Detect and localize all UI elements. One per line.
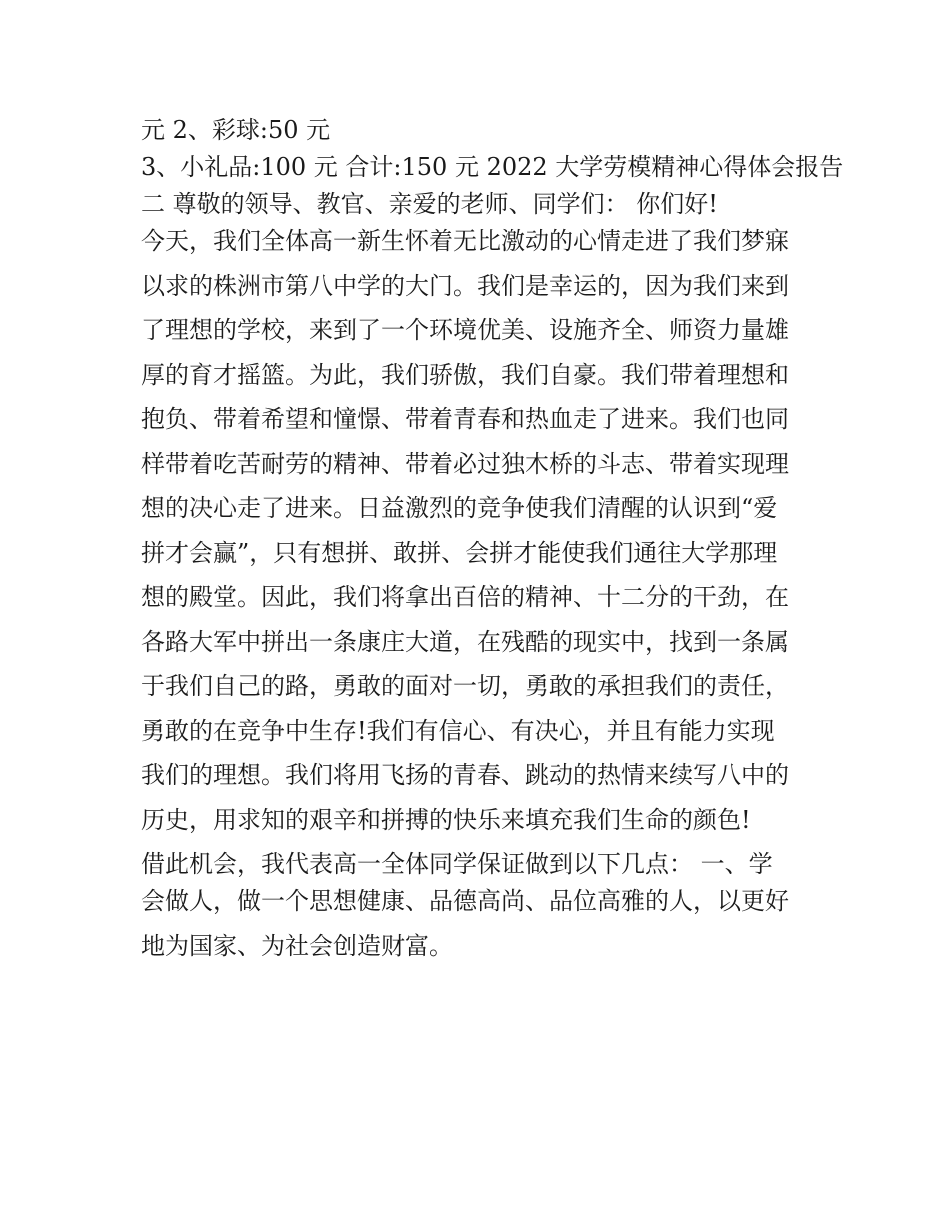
- text-line-14: 于我们自己的路，勇敢的面对一切，勇敢的承担我们的责任，: [141, 672, 789, 700]
- text-line-6: 了理想的学校，来到了一个环境优美、设施齐全、师资力量雄: [141, 316, 789, 344]
- text-line-4: 今天，我们全体高一新生怀着无比激动的心情走进了我们梦寐: [141, 227, 789, 255]
- text-line-12: 想的殿堂。因此，我们将拿出百倍的精神、十二分的干劲，在: [141, 583, 789, 611]
- text-line-2: 3、小礼品:100 元 合计:150 元 2022 大学劳模精神心得体会报告: [141, 153, 844, 181]
- document-body: [141, 108, 844, 968]
- text-line-8: 抱负、带着希望和憧憬、带着青春和热血走了进来。我们也同: [141, 405, 789, 433]
- text-line-20: 地为国家、为社会创造财富。: [141, 931, 453, 960]
- text-line-9: 样带着吃苦耐劳的精神、带着必过独木桥的斗志、带着实现理: [141, 449, 789, 478]
- text-line-19: 会做人，做一个思想健康、品德高尚、品位高雅的人，以更好: [141, 887, 789, 915]
- text-line-15: 勇敢的在竞争中生存!我们有信心、有决心，并且有能力实现: [141, 716, 775, 745]
- text-line-17: 历史，用求知的艰辛和拼搏的快乐来填充我们生命的颜色!: [141, 805, 751, 834]
- text-line-13: 各路大军中拼出一条康庄大道，在残酷的现实中，找到一条属: [141, 627, 789, 656]
- text-line-7: 厚的育才摇篮。为此，我们骄傲，我们自豪。我们带着理想和: [141, 360, 789, 389]
- text-line-5: 以求的株洲市第八中学的大门。我们是幸运的，因为我们来到: [141, 271, 789, 300]
- text-line-11: 拼才会赢”，只有想拼、敢拼、会拼才能使我们通往大学那理: [141, 538, 778, 567]
- text-line-1: 元 2、彩球:50 元: [141, 116, 331, 144]
- text-line-10: 想的决心走了进来。日益激烈的竞争使我们清醒的认识到“爱: [141, 494, 778, 522]
- text-line-16: 我们的理想。我们将用飞扬的青春、跳动的热情来续写八中的: [141, 761, 789, 789]
- text-line-18: 借此机会，我代表高一全体同学保证做到以下几点： 一、学: [141, 850, 773, 878]
- text-line-3: 二 尊敬的领导、教官、亲爱的老师、同学们： 你们好!: [141, 190, 718, 218]
